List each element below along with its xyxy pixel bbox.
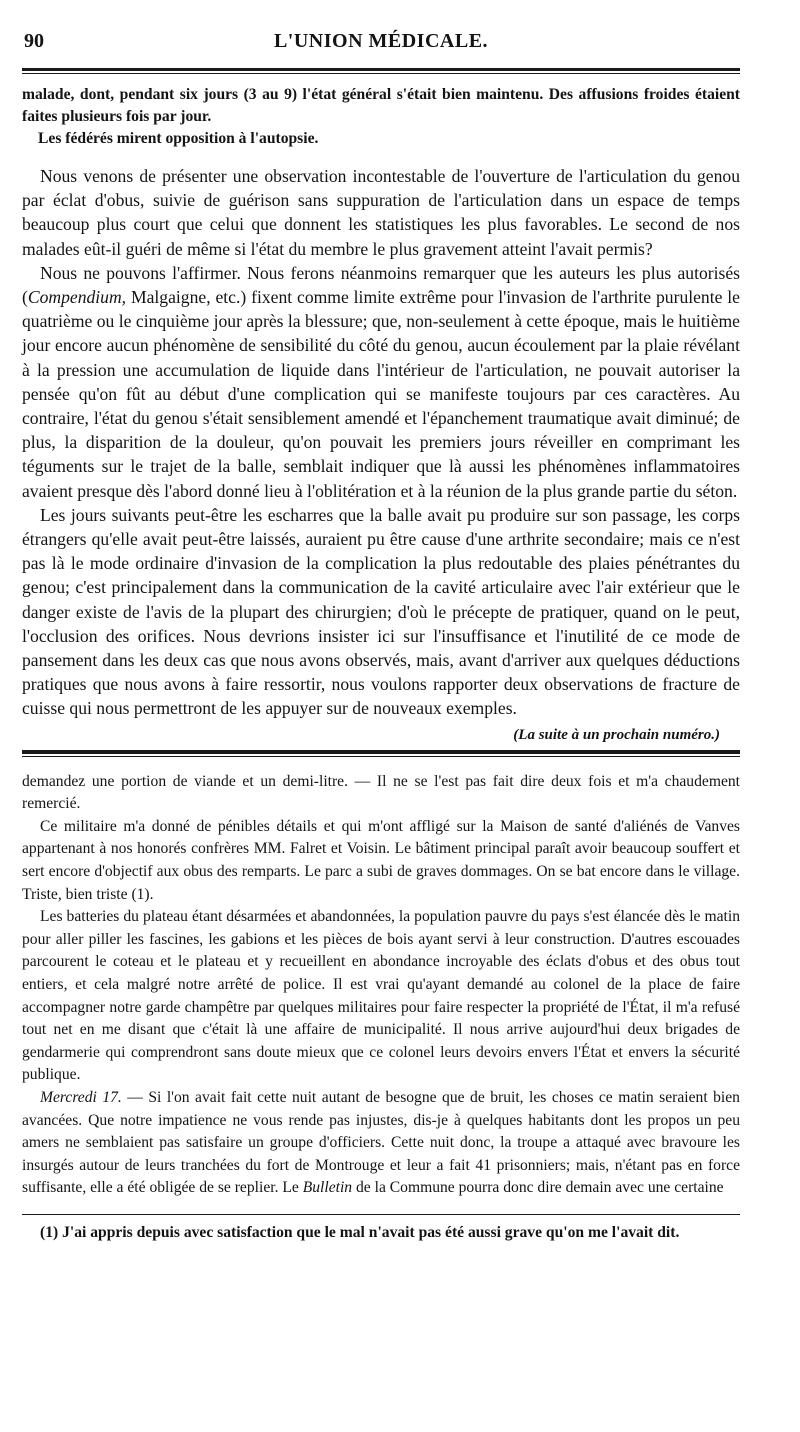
lower-paragraph-2: Ce militaire m'a donné de pénibles détails et qui m'ont affligé sur la Maison de santé d'aliénés de Vanves appartenant à nos honorés confrères MM. Falret et Voisin. Le bâtiment principal paraît avoir beaucoup souffert et sert encore d'objectif aux obus des remparts. Le parc a subi de graves dommages. On se bat encore dans le village. Triste, bien triste (1). bbox=[22, 817, 740, 903]
main-paragraph-2-italic: Compendium, bbox=[27, 287, 127, 308]
day-label: Mercredi 17. bbox=[40, 1088, 122, 1106]
lower-paragraph-4 bbox=[22, 1087, 740, 1200]
feuilleton-rule bbox=[22, 750, 740, 757]
footnote: (1) J'ai appris depuis avec satisfaction que le mal n'avait pas été aussi grave qu'on me l'avait dit. bbox=[40, 1223, 680, 1241]
main-paragraph-3: Les jours suivants peut-être les escharres que la balle avait pu produire sur son passage, les corps étrangers qu'elle avait peut-être laissés, auraient pu être cause d'une arthrite secondaire; mais ce n'est pas là le mode ordinaire d'invasion de la complication la plus redoutable des plaies pénétrantes du genou; c'est principalement dans la communication de la cavité articulaire avec l'air extérieur que le danger existe de l'avis de la plupart des chirurgien; d'où le précepte de pratiquer, quand on le peut, l'occlusion des orifices. Nous devrions insister ici sur l'insuffisance et l'inutilité de ce mode de pansement dans les deux cas que nous avons observés, mais, avant d'arriver aux quelques déductions pratiques que nous avons à faire ressortir, nous voulons rapporter deux observations de fracture de cuisse qui nous permettront de les appuyer sur de nouveaux exemples. bbox=[22, 504, 740, 719]
page-header bbox=[22, 30, 740, 60]
page-number: 90 bbox=[24, 30, 44, 52]
feuilleton-text bbox=[22, 771, 740, 1200]
main-paragraph-1: Nous venons de présenter une observation incontestable de l'ouverture de l'articulation du genou par éclat d'obus, suivie de guérison sans suppuration de l'articulation dans un espace de temps beaucoup plus court que celui que donnent les statistiques les plus favorables. Le second de nos malades eût-il guéri de même si l'état du membre le plus gravement atteint l'avait permis? bbox=[22, 166, 740, 259]
running-title: L'UNION MÉDICALE. bbox=[273, 30, 489, 52]
main-article bbox=[22, 164, 740, 744]
footnote-rule bbox=[22, 1214, 740, 1215]
upper-paragraph-1: malade, dont, pendant six jours (3 au 9) l'état général s'était bien maintenu. Des affusions froides étaient faites plusieurs fois par jour. bbox=[22, 86, 740, 125]
upper-small-text bbox=[22, 84, 740, 150]
main-paragraph-2-rest: Malgaigne, etc.) fixent comme limite extrême pour l'invasion de l'arthrite purulente le quatrième ou le cinquième jour après la blessure; que, non-seulement à cette époque, mais le huitième jour encore aucun phénomène de sensibilité du côté du genou, aucun écoulement par la plaie révélant à la pression une accumulation de liquide dans l'intérieur de l'articulation, ne pouvait autoriser la pensée qu'on fût au début d'une complication qui se manifeste toujours par ces caractères. Au contraire, l'état du genou s'était sensiblement amendé et l'épanchement traumatique avait diminué; de plus, la disparition de la douleur, qu'on pouvait les premiers jours réveiller en comprimant les téguments sur le trajet de la balle, semblait indiquer que là aussi les phénomènes inflammatoires avaient presque dès l'abord donné lieu à l'oblitération et à la réunion de la plus grande partie du séton. bbox=[22, 287, 740, 501]
upper-paragraph-2: Les fédérés mirent opposition à l'autopsie. bbox=[38, 130, 319, 147]
journal-page bbox=[22, 30, 740, 1243]
lower-paragraph-4-text: — Si l'on avait fait cette nuit autant de besogne que de bruit, les choses ce matin seraient bien avancées. Que notre impatience ne vous rende pas injustes, dis-je à quelques habitants dont les propos un peu amers ne semblaient pas satisfaire un groupe d'officiers. Cette nuit donc, la troupe a attaqué avec bravoure les insurgés autour de leurs tranchées du fort de Montrouge et leur a fait 41 prisonniers; mais, n'étant pas en force suffisante, elle a été obligée de se replier. Le bbox=[22, 1088, 740, 1197]
main-paragraph-2 bbox=[22, 261, 740, 503]
bulletin-italic: Bulletin bbox=[302, 1179, 353, 1197]
main-paragraph-2-start: Nous ne pouvons l'affirmer. Nous ferons néanmoins remarquer que les auteurs les plus autorisés ( bbox=[22, 262, 740, 308]
header-rule bbox=[22, 68, 740, 74]
lower-paragraph-4-end: de la Commune pourra donc dire demain avec une certaine bbox=[352, 1179, 724, 1197]
lower-paragraph-3: Les batteries du plateau étant désarmées et abandonnées, la population pauvre du pays s'est élancée dès le matin pour aller piller les fascines, les gabions et les pièces de bois ayant servi à leur construction. D'autres escouades parcourent le coteau et le plateau et y recueillent en abondance incroyable des éclats d'obus et des obus tout entiers, et cela malgré notre arrêté de police. Il est vrai qu'ayant demandé au colonel de la place de faire accompagner notre garde champêtre par quelques militaires pour faire respecter la propriété de l'État, il m'a refusé tout net en me disant que c'était là une affaire de municipalité. Il nous arrive aujourd'hui deux brigades de gendarmerie qui comprendront sans doute mieux que ce colonel leurs devoirs envers l'État et envers la sécurité publique. bbox=[22, 908, 740, 1084]
lower-paragraph-1: demandez une portion de viande et un demi-litre. — Il ne se l'est pas fait dire deux fois et m'a chaudement remercié. bbox=[22, 772, 740, 813]
continuation-note: (La suite à un prochain numéro.) bbox=[513, 726, 720, 743]
